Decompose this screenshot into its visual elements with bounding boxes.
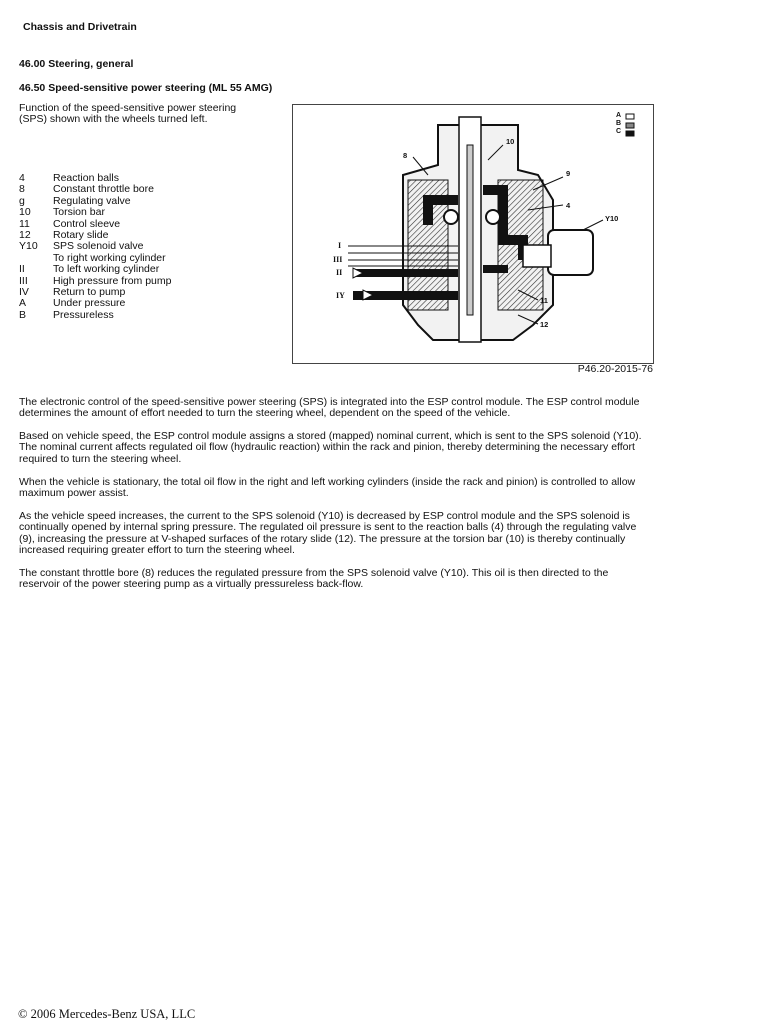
body-paragraph: The electronic control of the speed-sensitive power steering (SPS) is integrated into the ESP control module. The ESP control module determines the amount of effort needed to turn the steering wheel, dependent on the speed of the vehicle. (19, 396, 640, 420)
legend-item: B Pressureless (19, 308, 114, 321)
callout-4: 4 (566, 201, 571, 210)
legend-item: 10 Torsion bar (19, 206, 105, 219)
body-paragraph: The constant throttle bore (8) reduces the regulated pressure from the SPS solenoid valve (Y10). This oil is then directed to the reservoir of the power steering pump as a virtually pressureless back-flow. (19, 567, 609, 591)
port-label-iii: III (333, 255, 343, 264)
port-label-i: I (338, 241, 342, 250)
steering-valve-diagram (292, 104, 654, 364)
callout-9: 9 (566, 169, 571, 178)
figure-key (616, 112, 621, 136)
legend-item: 8 Constant throttle bore (19, 183, 154, 196)
port-label-iv: IY (336, 291, 345, 300)
legend-item: g Regulating valve (19, 194, 131, 207)
copyright-footer: © 2006 Mercedes-Benz USA, LLC (18, 1007, 196, 1021)
legend-item: Y10 SPS solenoid valve (19, 240, 144, 253)
legend-list (19, 173, 269, 321)
callout-11: 11 (540, 296, 548, 305)
legend-item: III High pressure from pump (19, 274, 172, 287)
section-title: Chassis and Drivetrain (23, 21, 137, 33)
key-b: B (616, 120, 622, 127)
callout-10: 10 (506, 137, 515, 146)
port-label-ii: II (336, 268, 343, 277)
legend-item: 12 Rotary slide (19, 229, 109, 242)
steering-valve-illustration (293, 105, 653, 363)
body-paragraph: Based on vehicle speed, the ESP control module assigns a stored (mapped) nominal current, which is sent to the SPS solenoid (Y10). The nominal current affects regulated oil flow (hydraulic reaction) within the rack and pinion, thereby determining the necessary effort required to turn the steering wheel. (19, 430, 642, 465)
body-paragraph: As the vehicle speed increases, the current to the SPS solenoid (Y10) is decreased by ESP control module and the SPS solenoid is continually opened by internal spring pressure. The regulated oil pressure is sent to the reaction balls (4) through the regulating valve (9), increasing the pressure at V-shaped surfaces of the rotary slide (12). The pressure at the torsion bar (10) is thereby continually increased requiring greater effort to turn the steering wheel. (19, 510, 637, 557)
legend-item: II To left working cylinder (19, 263, 160, 276)
legend-item: To right working cylinder (53, 251, 166, 264)
legend-item: 4 Reaction balls (19, 172, 119, 184)
body-paragraph: When the vehicle is stationary, the total oil flow in the right and left working cylinders (inside the rack and pinion) is controlled to allow maximum power assist. (19, 476, 636, 500)
callout-y10: Y10 (605, 214, 619, 223)
figure-caption: P46.20-2015-76 (577, 363, 653, 375)
callout-8: 8 (403, 151, 408, 160)
key-c: C (616, 128, 622, 135)
key-a: A (616, 112, 622, 119)
legend-item: IV Return to pump (19, 286, 126, 299)
legend-item: A Under pressure (19, 297, 126, 310)
subgroup-title: 46.50 Speed-sensitive power steering (ML 55 AMG) (19, 82, 273, 94)
group-title: 46.00 Steering, general (19, 58, 134, 70)
intro-text: Function of the speed-sensitive power steering (SPS) shown with the wheels turned left. (19, 102, 237, 126)
callout-12: 12 (540, 320, 549, 329)
legend-item: 11 Control sleeve (19, 217, 121, 230)
